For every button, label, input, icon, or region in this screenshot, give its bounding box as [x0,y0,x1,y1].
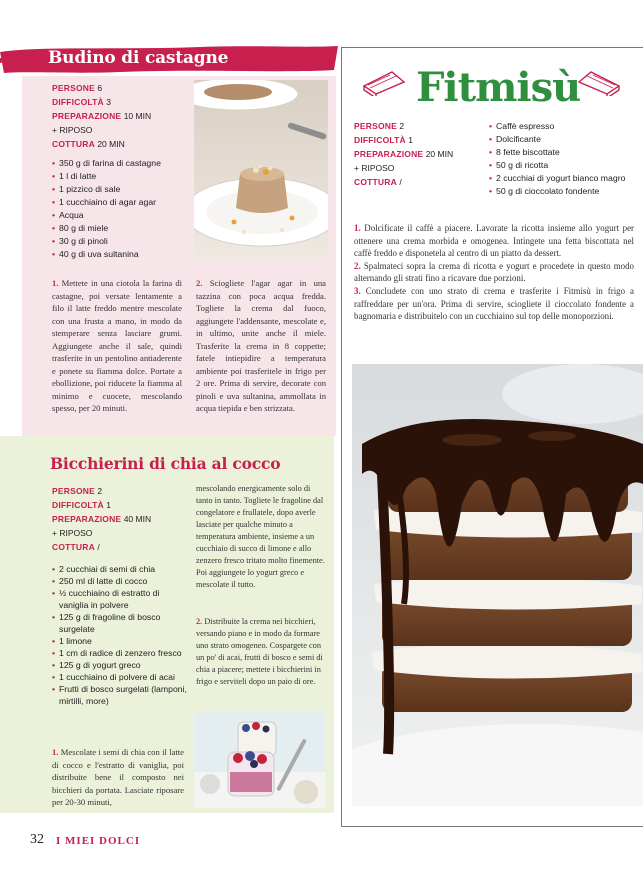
frame-rule-left [341,47,342,827]
ingredient-item: • 1 l di latte [52,170,192,183]
ingredient-item: • 2 cucchiai di semi di chia [52,563,190,575]
step-number: 2. [196,617,203,626]
budino-step-2 [196,277,326,415]
fitmisu-photo [352,364,643,806]
persone-label: PERSONE [354,121,397,131]
step-number: 1. [52,278,59,288]
cottura-value: 20 MIN [97,139,125,149]
ingredient-item: • 80 g di miele [52,222,192,235]
step-number: 2. [354,260,361,271]
persone-value: 2 [97,486,103,496]
preparazione-label: PREPARAZIONE [52,111,122,121]
fitmisu-step-2 [354,260,634,285]
frame-rule-bottom [341,826,643,827]
step-text: Dolcificate il caffè a piacere. Lavorate la ricotta insieme allo yogurt per ottenere una crema morbida e omogenea. Intingete una fetta biscottata nel caffè freddo e disponetela al centro di un piatto da dessert. [354,223,635,259]
step-number: 1. [52,747,59,757]
ingredient-item: • 30 g di pinoli [52,235,192,248]
ingredient-list [489,120,637,198]
ingredient-item: • Caffè espresso [489,120,637,133]
chia-photo [194,712,326,808]
ingredient-item: • 250 ml di latte di cocco [52,575,190,587]
ingredient-item: • 2 cucchiai di yogurt bianco magro [489,172,637,185]
cottura-value: / [97,542,100,552]
ingredient-item: • Dolcificante [489,133,637,146]
ingredient-item: • 8 fette biscottate [489,146,637,159]
difficolta-value: 1 [106,500,111,510]
ingredient-item: • Frutti di bosco surgelati (lamponi, mirtilli, more) [52,683,190,707]
step-text: Distribuite la crema nei bicchieri, versando piano e in modo da formare uno strato omogeneo. Cospargete con un po' di acai, frutti di bosco e semi di chia a piacere; mettete i bicchierini in frigo e serviteli dopo un paio di ore. [196,617,323,686]
difficolta-label: DIFFICOLTÀ [52,500,104,510]
recipe-title: Bicchierini di chia al cocco [50,454,281,473]
riposo-label: + RIPOSO [354,163,395,173]
cottura-value: / [399,177,402,187]
chia-step-1-continued [196,483,328,591]
step-text: Concludete con uno strato di crema e trasferite i Fitmisù in frigo a raffreddare per un'ora. Prima di servire, sciogliete il cioccolato fondente a bagnomaria e distribuitelo con un cucchiaino sul top delle monoporzioni. [354,285,634,322]
ingredient-item: • 350 g di farina di castagne [52,157,192,170]
ingredient-item: • 1 cm di radice di zenzero fresco [52,647,190,659]
step-number: 3. [354,285,361,296]
frame-rule-top [341,47,643,48]
fitmisu-step-3 [354,285,634,323]
ingredient-list [52,563,190,707]
ingredient-list [52,157,192,261]
cake-slice-icon [577,68,621,96]
recipe-meta [52,484,192,554]
ingredient-item: • 1 cucchiaino di polvere di acai [52,671,190,683]
step-text: mescolando energicamente solo di tanto in tanto. Togliete le fragoline dal congelatore e frullatele, dopo averle lasciate per qualche minuto a temperatura ambiente, insieme a un cucchiaio di succo di limone e allo zenzero fresco tritato molto finemente. Poi aggiungete lo yogurt greco e mescolate il tutto. [196,484,325,589]
ingredient-item: • Acqua [52,209,192,222]
chia-step-1 [52,746,184,809]
difficolta-value: 1 [408,135,413,145]
difficolta-label: DIFFICOLTÀ [354,135,406,145]
preparazione-value: 20 MIN [425,149,454,159]
preparazione-value: 10 MIN [123,111,152,121]
cottura-label: COTTURA [354,177,397,187]
difficolta-value: 3 [106,97,111,107]
difficolta-label: DIFFICOLTÀ [52,97,104,107]
preparazione-value: 40 MIN [123,514,152,524]
persone-label: PERSONE [52,486,95,496]
chia-step-2 [196,616,328,688]
recipe-meta [52,81,192,151]
fitmisu-step-1 [354,222,634,260]
recipe-meta [354,119,484,189]
ingredient-item: • 1 limone [52,635,190,647]
preparazione-label: PREPARAZIONE [52,514,122,524]
riposo-label: + RIPOSO [52,125,93,135]
persone-value: 2 [399,121,405,131]
magazine-name: I MIEI DOLCI [56,835,141,847]
budino-photo [194,80,328,260]
riposo-label: + RIPOSO [52,528,93,538]
persone-label: PERSONE [52,83,95,93]
persone-value: 6 [97,83,103,93]
ingredient-item: • 125 g di yogurt greco [52,659,190,671]
step-number: 2. [196,278,203,288]
page-number: 32 [30,832,44,847]
step-text: Sciogliete l'agar agar in una tazzina con poca acqua fredda. Togliete la crema dal fuoco, aggiungete l'addensante, mescolate e, in ultimo, unite anche il miele. Trasferite la crema in 8 coppette; fatele intiepidire a temperatura ambiente poi trasferitele in frigo per 2 ore. Prima di servire, decorate con pinoli e uva sultanina, ammollata in acqua tiepida e ben strizzata. [196,278,326,413]
cottura-label: COTTURA [52,139,95,149]
fitmisu-steps [354,222,634,323]
step-text: Spalmateci sopra la crema di ricotta e yogurt e procedete in questo modo alternando gli strati fino a ricavare due porzioni. [354,260,634,284]
recipe-title: Fitmisù [416,64,581,111]
step-number: 1. [354,223,361,233]
preparazione-label: PREPARAZIONE [354,149,424,159]
ingredient-item: • 1 pizzico di sale [52,183,192,196]
cake-slice-icon [362,68,406,96]
step-text: Mettete in una ciotola la farina di castagne, poi versate lentamente a filo il latte freddo mentre mescolate con una frusta a mano, in modo da stemperare senza lasciare grumi. Aggiungete anche il sale, quindi trasferite in un pentolino antiaderente e ponete su fiamma dolce. Portate a ebollizione, poi riducete la fiamma al minimo e cuocete, mescolando spesso, per 20 minuti. [52,278,182,413]
ingredient-item: • 1 cucchiaino di agar agar [52,196,192,209]
cottura-label: COTTURA [52,542,95,552]
ingredient-item: • 50 g di ricotta [489,159,637,172]
ingredient-item: • 125 g di fragoline di bosco surgelate [52,611,190,635]
step-text: Mescolate i semi di chia con il latte di cocco e l'estratto di vaniglia, poi distribuite bene il composto nei bicchieri da portata. Lasciate riposare per 20-30 minuti, [52,747,184,807]
ingredient-item: • ½ cucchiaino di estratto di vaniglia in polvere [52,587,190,611]
budino-step-1 [52,277,182,415]
ingredient-item: • 50 g di cioccolato fondente [489,185,637,198]
recipe-title: Budino di castagne [48,48,229,68]
ingredient-item: • 40 g di uva sultanina [52,248,192,261]
